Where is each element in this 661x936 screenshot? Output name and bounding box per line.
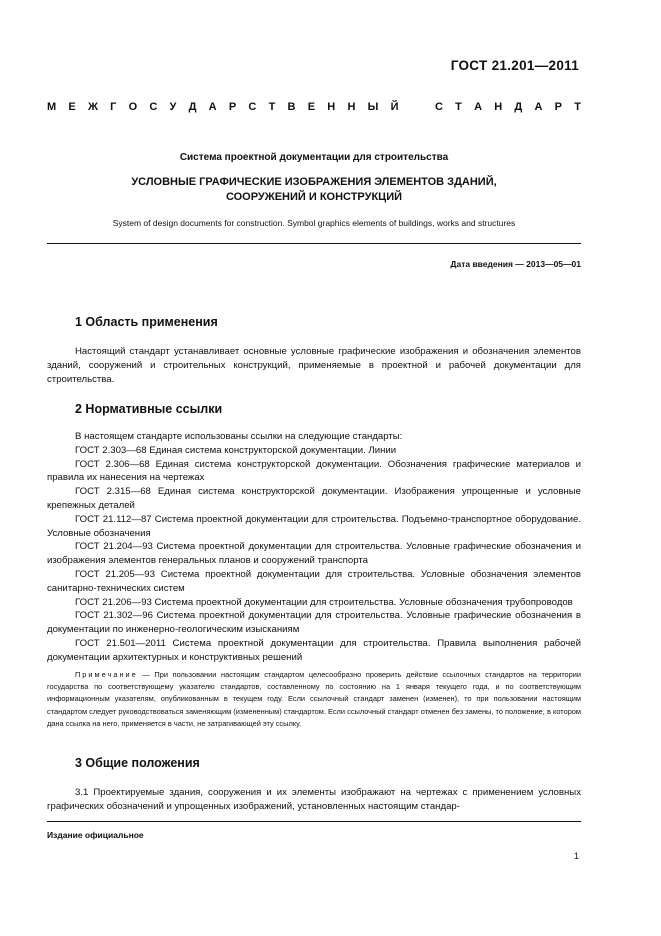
section-3-heading: 3 Общие положения [75, 756, 200, 770]
system-title: Система проектной документации для строительства [179, 152, 449, 163]
gost-number: ГОСТ 21.201—2011 [450, 58, 579, 73]
heading-letter: Н [347, 101, 356, 113]
heading-letter: С [248, 101, 257, 113]
heading-letter: В [287, 101, 296, 113]
bottom-divider [47, 821, 581, 822]
reference-item: ГОСТ 21.302—96 Система проектной документации для строительства. Условные графические обозначения в документации по инженерно-геологическим изысканиям [47, 610, 581, 636]
section-3-paragraph: 3.1 Проектируемые здания, сооружения и их элементы изображают на чертежах с применением условных графических обозначений и упрощенных изображений, установленных настоящим стандар- [47, 787, 581, 812]
page-number: 1 [573, 851, 579, 861]
heading-letter: Р [228, 101, 237, 113]
reference-item: ГОСТ 21.112—87 Система проектной документации для строительства. Подъемно-транспортное оборудование. Условные обозначения [47, 513, 581, 539]
section-3-text [47, 786, 581, 814]
section-2-note [47, 669, 581, 730]
heading-letter: А [534, 101, 543, 113]
reference-item: ГОСТ 21.204—93 Система проектной документации для строительства. Условные графические обозначения и изображения элементов генеральных планов и сооружений транспорта [47, 541, 581, 567]
heading-letter: С [149, 101, 158, 113]
heading-letter: Т [574, 101, 581, 113]
reference-item: ГОСТ 2.315—68 Единая система конструкторской документации. Изображения упрощенные и условные крепежных деталей [47, 486, 581, 511]
section-1-paragraph: Настоящий стандарт устанавливает основные условные графические изображения и обозначения элементов зданий, сооружений и строительных конструкций, применяемые в проектной и рабочей документации для строительства. [47, 346, 581, 385]
introduction-date: Дата введения — 2013—05—01 [450, 259, 581, 269]
heading-letter: А [474, 101, 483, 113]
heading-letter: Г [110, 101, 117, 113]
document-title [47, 175, 581, 205]
section-2-heading: 2 Нормативные ссылки [75, 402, 223, 416]
heading-letter: О [128, 101, 138, 113]
reference-item: ГОСТ 21.205—93 Система проектной документации для строительства. Условные обозначения элементов санитарно-технических систем [47, 568, 581, 594]
section-1-text [47, 345, 581, 386]
heading-letter: А [208, 101, 217, 113]
reference-item: ГОСТ 2.303—68 Единая система конструкторской документации. Линии [75, 444, 397, 456]
heading-letter: Д [514, 101, 523, 113]
interstate-standard-heading [47, 101, 581, 113]
heading-letter: Й [390, 101, 399, 113]
heading-letter: Р [554, 101, 562, 113]
official-edition-label: Издание официальное [47, 830, 144, 840]
heading-letter: Е [307, 101, 316, 113]
section-2-text [47, 430, 581, 665]
section-2-intro: В настоящем стандарте использованы ссылки на следующие стандарты: [75, 431, 403, 442]
reference-item: ГОСТ 2.306—68 Единая система конструкторской документации. Обозначения графические материалов и правила их нанесения на чертежах [47, 458, 581, 484]
note-label: Примечание [75, 670, 138, 679]
heading-letter: Н [494, 101, 503, 113]
heading-letter: Ы [367, 101, 379, 113]
heading-letter: С [434, 101, 443, 113]
heading-letter: Е [68, 101, 76, 113]
document-title-line-2: СООРУЖЕНИЙ И КОНСТРУКЦИЙ [225, 191, 403, 203]
heading-letter: М [47, 101, 57, 113]
top-divider [47, 243, 581, 244]
heading-word-gap [411, 101, 423, 113]
reference-item: ГОСТ 21.206—93 Система проектной документации для строительства. Условные обозначения трубопроводов [75, 596, 573, 608]
note-text: — При пользовании настоящим стандартом целесообразно проверить действие ссылочных стандартов на территории государства по соответствующему указателю стандартов, составленному по состоянию на 1 января текущего года, и по соответствующим информационным указателям, опубликованным в текущем году. Если ссылочный стандарт заменен (изменен), то при пользовании настоящим стандартом следует руководствоваться заменяющим (измененным) стандартом. Если ссылочный стандарт отменен без замены, то положение, в котором дана ссылка на него, применяется в части, не затрагивающей эту ссылку. [47, 670, 581, 728]
section-1-heading: 1 Область применения [75, 315, 218, 329]
heading-letter: Ж [87, 101, 98, 113]
heading-letter: Т [268, 101, 276, 113]
english-title: System of design documents for construction. Symbol graphics elements of buildings, works and structures [112, 218, 516, 228]
reference-item: ГОСТ 21.501—2011 Система проектной документации для строительства. Правила выполнения рабочей документации архитектурных и конструктивных решений [47, 637, 581, 663]
document-title-line-1: УСЛОВНЫЕ ГРАФИЧЕСКИЕ ИЗОБРАЖЕНИЯ ЭЛЕМЕНТОВ ЗДАНИЙ, [131, 176, 497, 188]
heading-letter: Н [327, 101, 336, 113]
heading-letter: У [169, 101, 177, 113]
heading-letter: Д [188, 101, 197, 113]
heading-letter: Т [455, 101, 462, 113]
